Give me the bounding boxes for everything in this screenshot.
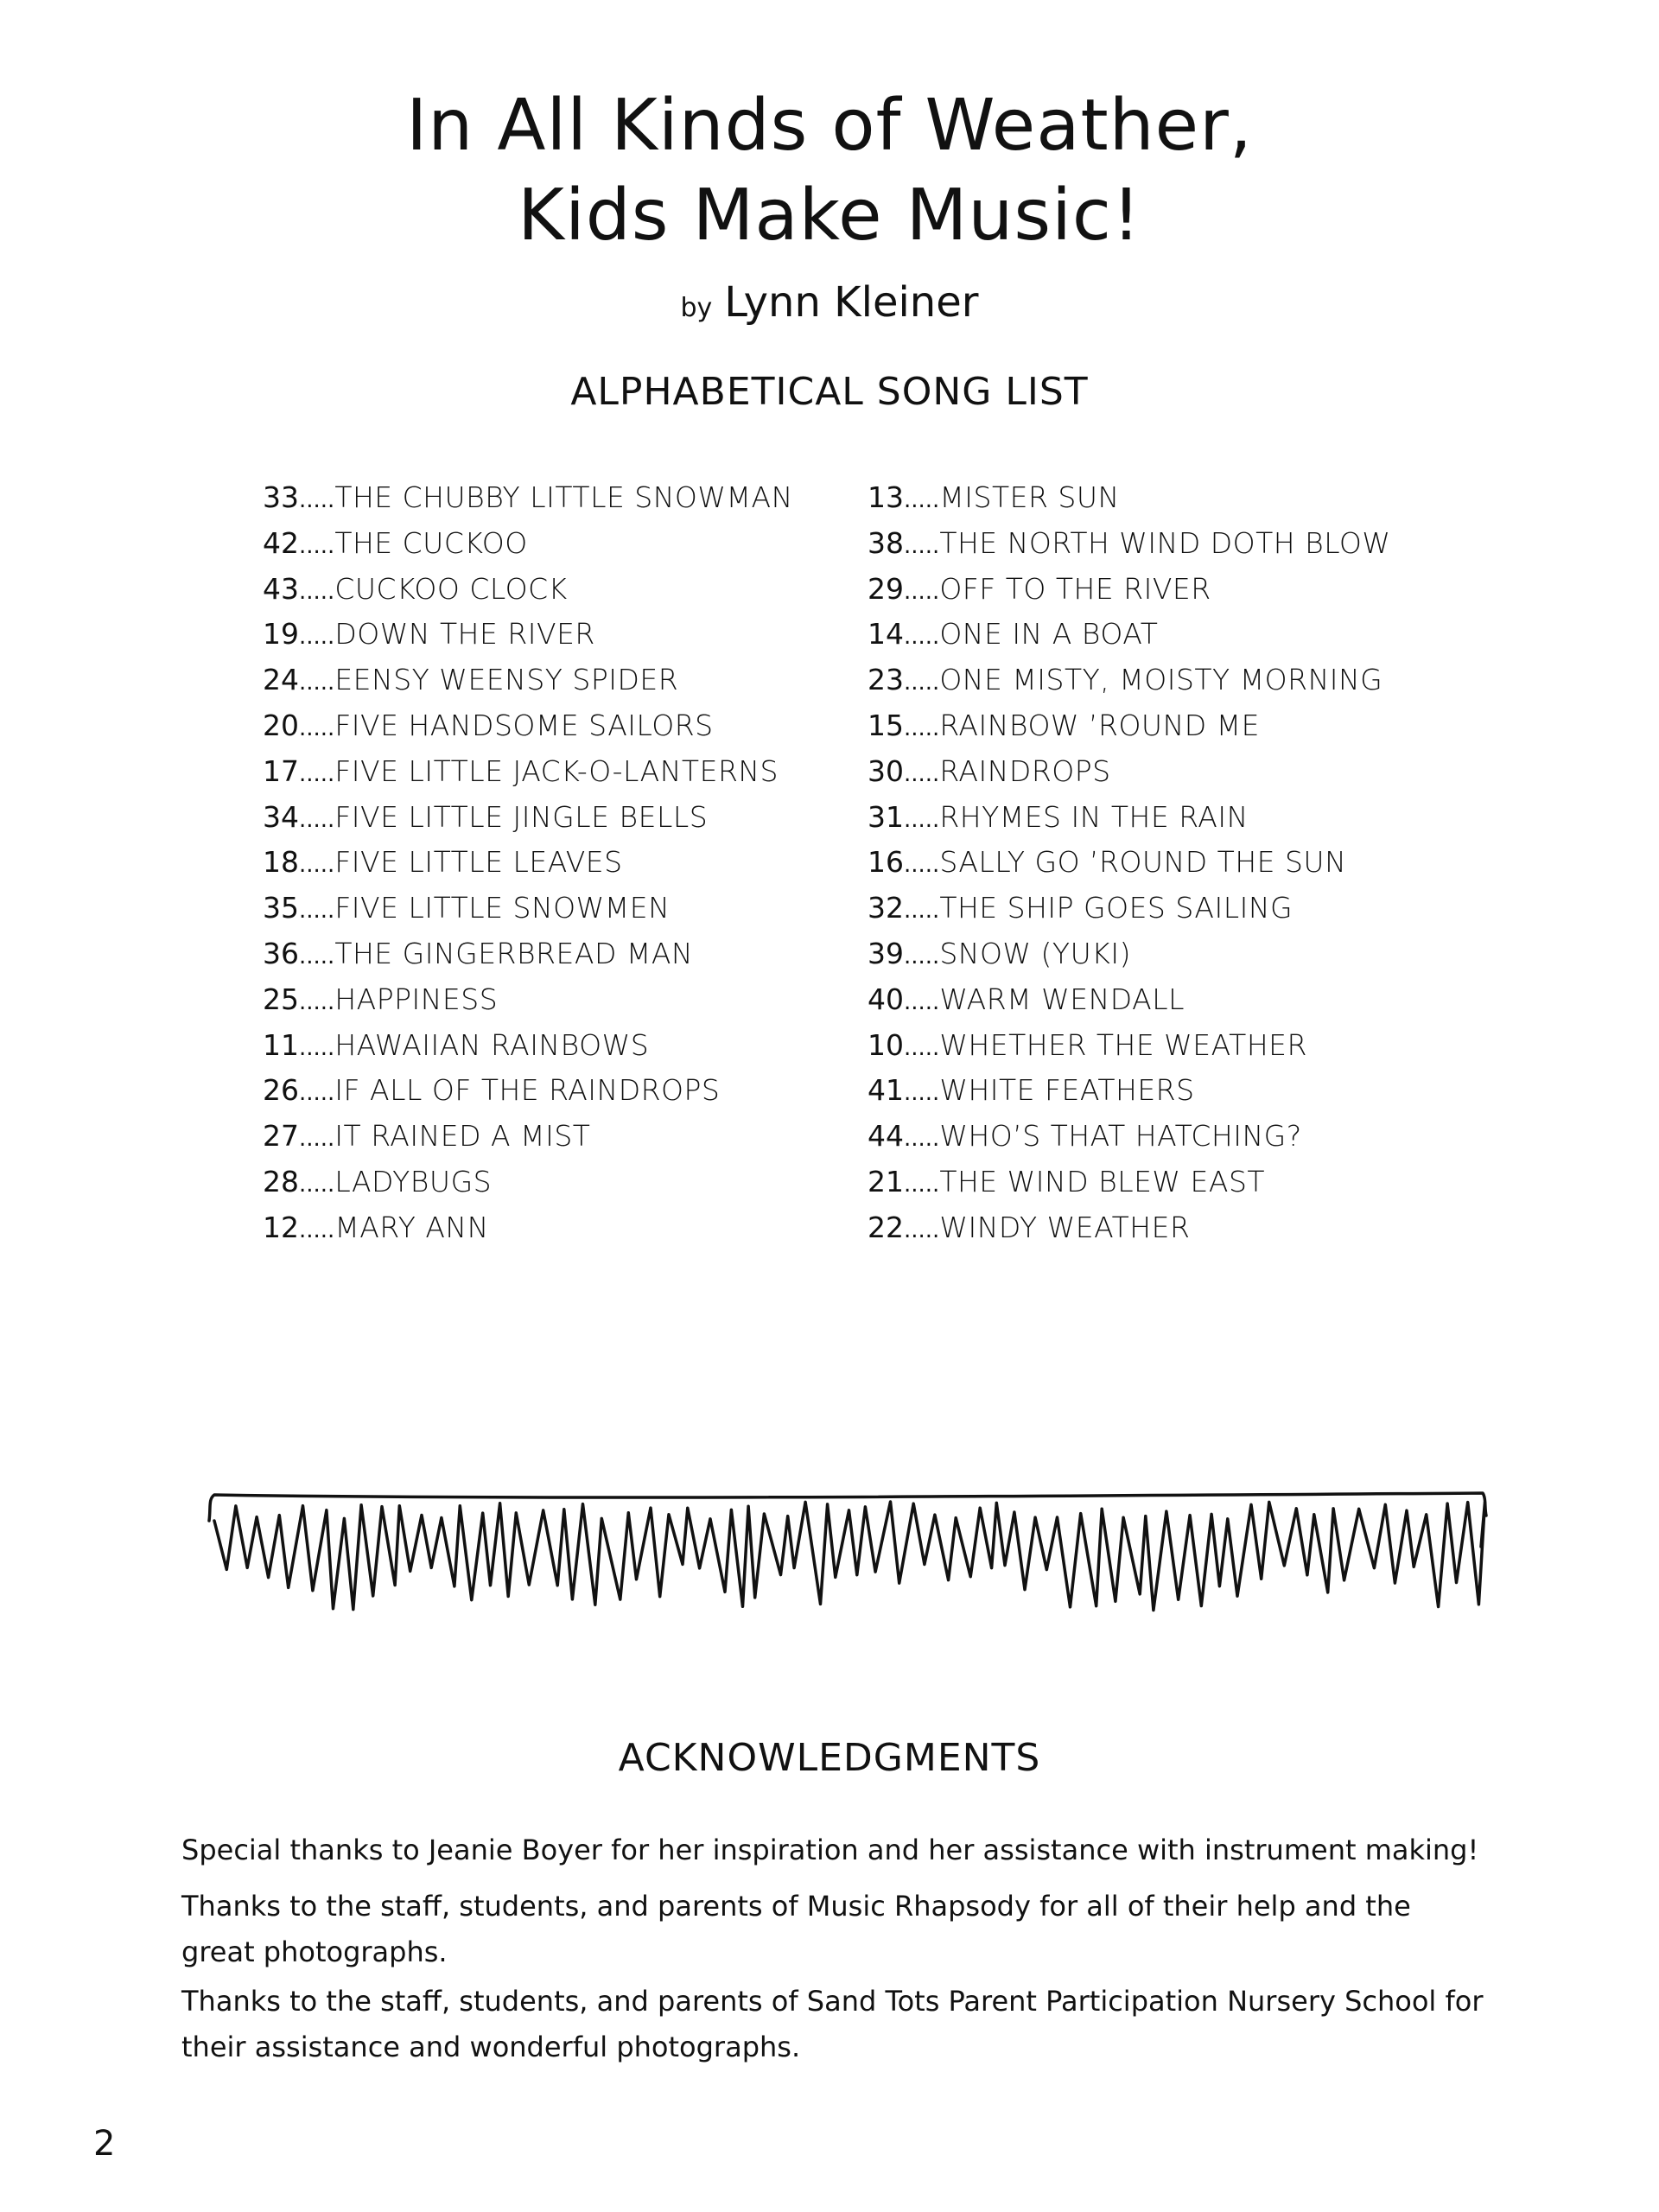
grass-illustration <box>204 1460 1491 1616</box>
acknowledgment-paragraph: Thanks to the staff, students, and parents of Music Rhapsody for all of their help and the great photographs. <box>181 1890 1411 1968</box>
song-page-number: 16 <box>868 845 904 880</box>
dot-leader: ..... <box>299 1171 335 1198</box>
dot-leader: ..... <box>299 487 335 513</box>
song-list-right-column <box>821 480 1391 1256</box>
dot-leader: ..... <box>904 715 940 741</box>
song-page-number: 36 <box>263 936 299 970</box>
dot-leader: ..... <box>904 487 940 513</box>
song-title: IF ALL OF THE RAINDROPS <box>334 1073 721 1108</box>
acknowledgment-paragraph: Special thanks to Jeanie Boyer for her inspiration and her assistance with instrument making! <box>181 1834 1479 1866</box>
dot-leader: ..... <box>904 532 940 559</box>
song-page-number: 18 <box>263 845 299 880</box>
song-list-item <box>821 572 1391 618</box>
dot-leader: ..... <box>299 943 335 969</box>
song-title: RAINDROPS <box>939 753 1111 788</box>
dot-leader: ..... <box>904 806 940 833</box>
title-line-1: In All Kinds of Weather, <box>406 85 1253 167</box>
song-list-item <box>216 617 793 663</box>
song-title: MISTER SUN <box>939 480 1120 514</box>
song-page-number: 24 <box>263 663 299 697</box>
song-page-number: 27 <box>263 1119 299 1154</box>
acknowledgment-paragraph: Thanks to the staff, students, and parents of Sand Tots Parent Participation Nursery School for their assistance and wonderful photographs. <box>181 1985 1484 2063</box>
song-list-item <box>216 572 793 618</box>
song-title: THE NORTH WIND DOTH BLOW <box>939 525 1391 560</box>
dot-leader: ..... <box>299 760 335 787</box>
song-title: LADYBUGS <box>334 1164 493 1198</box>
song-list-item <box>821 709 1391 754</box>
song-page-number: 25 <box>263 982 299 1016</box>
song-title: EENSY WEENSY SPIDER <box>334 663 679 697</box>
song-page-number: 28 <box>263 1164 299 1198</box>
song-page-number: 32 <box>868 891 904 925</box>
song-title: THE CUCKOO <box>334 525 528 560</box>
song-title: SALLY GO ’ROUND THE SUN <box>939 845 1347 880</box>
song-title: ONE MISTY, MOISTY MORNING <box>939 663 1383 697</box>
song-page-number: 23 <box>868 663 904 697</box>
song-list-item <box>216 709 793 754</box>
author-name: Lynn Kleiner <box>724 278 979 327</box>
song-title: RHYMES IN THE RAIN <box>939 799 1249 834</box>
song-list-item <box>216 1119 793 1165</box>
song-title: MARY ANN <box>334 1210 489 1244</box>
song-list-item <box>216 937 793 982</box>
song-page-number: 30 <box>868 753 904 788</box>
song-list-item <box>216 982 793 1028</box>
song-title: IT RAINED A MIST <box>334 1119 591 1154</box>
song-list-heading: ALPHABETICAL SONG LIST <box>570 370 1089 414</box>
song-list-item <box>821 845 1391 891</box>
song-page-number: 20 <box>263 708 299 742</box>
dot-leader: ..... <box>299 578 335 605</box>
song-list-item <box>821 1211 1391 1256</box>
dot-leader: ..... <box>299 806 335 833</box>
byline-prefix: by <box>680 293 713 323</box>
song-title: ONE IN A BOAT <box>939 617 1159 652</box>
dot-leader: ..... <box>904 624 940 651</box>
title-line-2: Kids Make Music! <box>518 175 1141 257</box>
song-list-item <box>821 891 1391 937</box>
dot-leader: ..... <box>904 898 940 925</box>
song-title: CUCKOO CLOCK <box>334 571 568 606</box>
acknowledgments-heading: ACKNOWLEDGMENTS <box>618 1736 1041 1780</box>
song-page-number: 17 <box>263 753 299 788</box>
song-page-number: 43 <box>263 571 299 606</box>
song-list-item <box>821 937 1391 982</box>
song-page-number: 12 <box>263 1210 299 1244</box>
song-page-number: 35 <box>263 891 299 925</box>
dot-leader: ..... <box>904 1217 940 1243</box>
song-page-number: 14 <box>868 617 904 652</box>
dot-leader: ..... <box>904 578 940 605</box>
song-title: THE SHIP GOES SAILING <box>939 891 1294 925</box>
dot-leader: ..... <box>904 943 940 969</box>
song-list-item <box>216 845 793 891</box>
dot-leader: ..... <box>299 852 335 879</box>
song-list-item <box>821 617 1391 663</box>
dot-leader: ..... <box>904 760 940 787</box>
song-title: DOWN THE RIVER <box>334 617 595 652</box>
page-number: 2 <box>93 2124 116 2164</box>
song-title: SNOW (YUKI) <box>939 936 1131 970</box>
dot-leader: ..... <box>299 670 335 696</box>
song-list-item <box>821 526 1391 572</box>
song-title: WHO’S THAT HATCHING? <box>939 1119 1302 1154</box>
song-list-item <box>821 1028 1391 1074</box>
song-title: WHITE FEATHERS <box>939 1073 1195 1108</box>
song-page-number: 15 <box>868 708 904 742</box>
song-list-item <box>216 663 793 709</box>
grass-blades <box>214 1502 1485 1611</box>
song-list-item <box>216 526 793 572</box>
dot-leader: ..... <box>904 852 940 879</box>
song-page-number: 29 <box>868 571 904 606</box>
song-title: FIVE LITTLE LEAVES <box>334 845 623 880</box>
song-list-item <box>216 1073 793 1119</box>
dot-leader: ..... <box>904 1080 940 1107</box>
song-page-number: 38 <box>868 525 904 560</box>
song-page-number: 34 <box>263 799 299 834</box>
song-page-number: 10 <box>868 1027 904 1062</box>
dot-leader: ..... <box>299 1080 335 1107</box>
song-page-number: 40 <box>868 982 904 1016</box>
song-title: THE WIND BLEW EAST <box>939 1164 1266 1198</box>
song-title: WARM WENDALL <box>939 982 1185 1016</box>
dot-leader: ..... <box>299 1126 335 1153</box>
song-list-item <box>216 480 793 526</box>
song-list-item <box>821 1073 1391 1119</box>
song-title: OFF TO THE RIVER <box>939 571 1211 606</box>
song-list-item <box>216 1028 793 1074</box>
dot-leader: ..... <box>904 1034 940 1061</box>
song-page-number: 41 <box>868 1073 904 1108</box>
song-list-item <box>821 663 1391 709</box>
dot-leader: ..... <box>299 1217 335 1243</box>
song-list-item <box>216 891 793 937</box>
song-list-left-column <box>216 480 793 1256</box>
song-title: FIVE LITTLE SNOWMEN <box>334 891 671 925</box>
song-list-item <box>821 800 1391 846</box>
song-title: THE GINGERBREAD MAN <box>334 936 694 970</box>
dot-leader: ..... <box>299 898 335 925</box>
song-page-number: 11 <box>263 1027 299 1062</box>
song-page-number: 42 <box>263 525 299 560</box>
song-list-item <box>821 480 1391 526</box>
song-list-item <box>216 754 793 800</box>
song-title: WHETHER THE WEATHER <box>939 1027 1307 1062</box>
dot-leader: ..... <box>904 1126 940 1153</box>
song-title: FIVE LITTLE JACK-O-LANTERNS <box>334 753 779 788</box>
song-page-number: 33 <box>263 480 299 514</box>
dot-leader: ..... <box>299 988 335 1015</box>
song-title: RAINBOW ’ROUND ME <box>939 708 1260 742</box>
song-title: THE CHUBBY LITTLE SNOWMAN <box>334 480 793 514</box>
song-list-item <box>216 1211 793 1256</box>
song-page-number: 21 <box>868 1164 904 1198</box>
byline <box>0 275 1659 336</box>
dot-leader: ..... <box>904 1171 940 1198</box>
song-list-item <box>216 1165 793 1211</box>
dot-leader: ..... <box>299 1034 335 1061</box>
song-list-item <box>821 754 1391 800</box>
song-title: FIVE LITTLE JINGLE BELLS <box>334 799 709 834</box>
dot-leader: ..... <box>299 532 335 559</box>
song-title: HAWAIIAN RAINBOWS <box>334 1027 650 1062</box>
song-list-item <box>821 1165 1391 1211</box>
song-page-number: 39 <box>868 936 904 970</box>
song-title: FIVE HANDSOME SAILORS <box>334 708 714 742</box>
dot-leader: ..... <box>904 988 940 1015</box>
song-page-number: 26 <box>263 1073 299 1108</box>
song-page-number: 13 <box>868 480 904 514</box>
song-list-item <box>216 800 793 846</box>
song-list-item <box>821 1119 1391 1165</box>
song-page-number: 19 <box>263 617 299 652</box>
song-page-number: 22 <box>868 1210 904 1244</box>
dot-leader: ..... <box>299 624 335 651</box>
song-title: HAPPINESS <box>334 982 499 1016</box>
song-page-number: 31 <box>868 799 904 834</box>
song-page-number: 44 <box>868 1119 904 1154</box>
dot-leader: ..... <box>904 670 940 696</box>
dot-leader: ..... <box>299 715 335 741</box>
song-title: WINDY WEATHER <box>939 1210 1191 1244</box>
song-list-item <box>821 982 1391 1028</box>
